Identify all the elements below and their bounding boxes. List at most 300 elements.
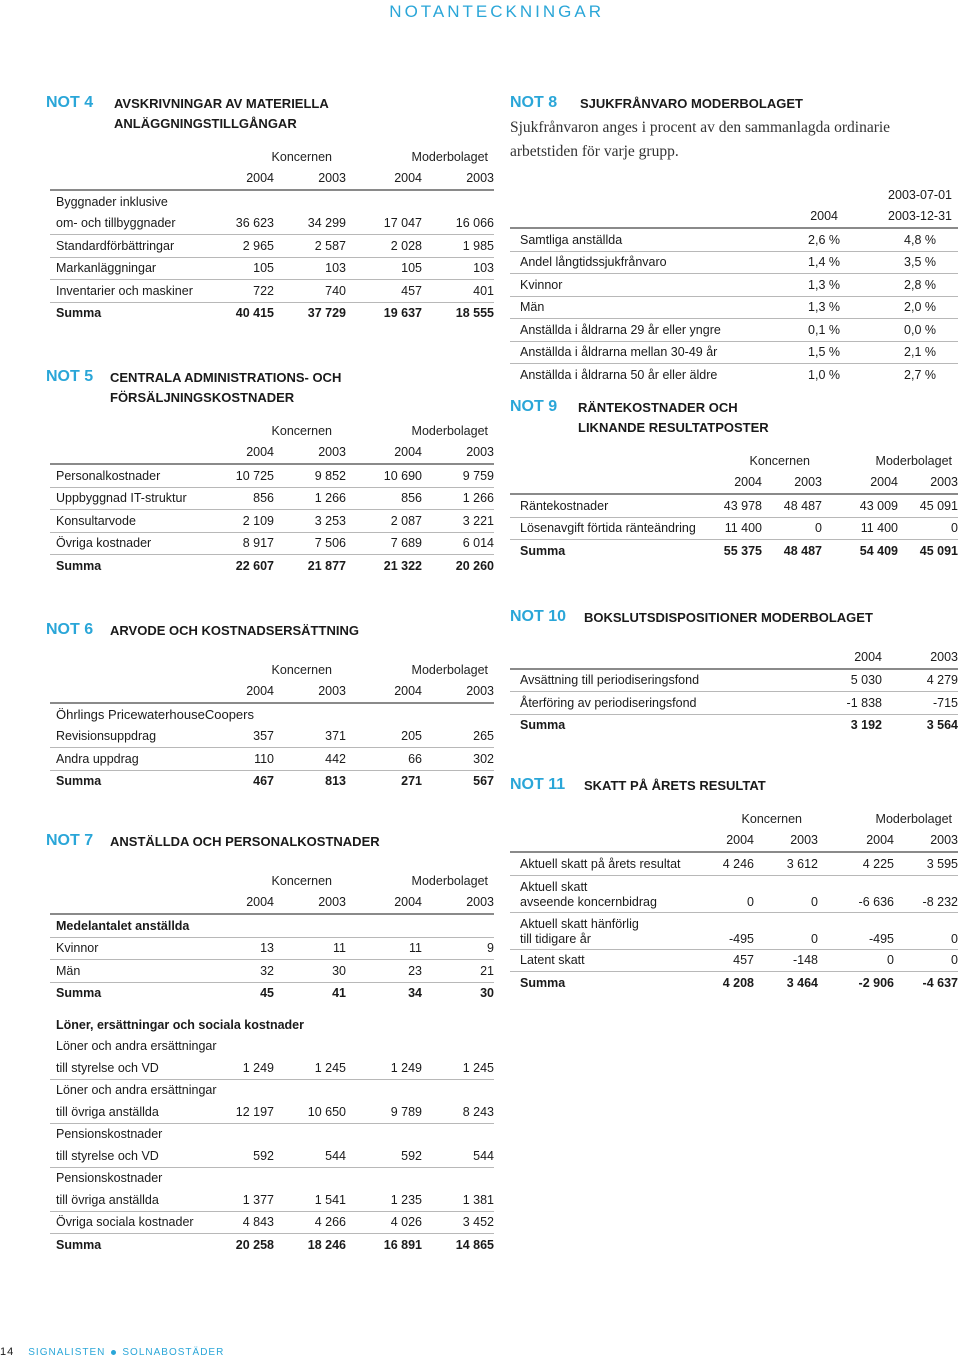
not9-number: NOT 9 <box>510 398 558 415</box>
row-label: Kvinnor <box>510 274 774 297</box>
not4-heading <box>46 94 494 134</box>
row-label-line2: till tidigare år <box>520 931 591 946</box>
cell-value: 103 <box>274 257 346 280</box>
not7-section <box>46 832 494 1256</box>
row-label: till övriga anställda <box>50 1101 210 1123</box>
row-label: Samtliga anställda <box>510 228 774 251</box>
year-header: 2004 <box>210 681 274 704</box>
sum-value: 467 <box>253 774 274 789</box>
sum-row <box>50 1234 494 1256</box>
not8-section <box>510 94 958 386</box>
sum-value: 37 729 <box>307 306 346 321</box>
not9-table <box>510 450 958 562</box>
not10-title: BOKSLUTSDISPOSITIONER MODERBOLAGET <box>584 610 873 625</box>
table-row <box>50 257 494 280</box>
not7-title: ANSTÄLLDA OCH PERSONALKOSTNADER <box>110 834 380 849</box>
row-label: Konsultarvode <box>50 510 210 533</box>
cell-value: 9 759 <box>422 464 494 487</box>
cell-value: 8 243 <box>422 1101 494 1123</box>
cell-value: -715 <box>882 692 958 715</box>
cell-value: 11 <box>346 937 422 960</box>
not7-number: NOT 7 <box>46 832 94 849</box>
cell-value: 371 <box>274 726 346 748</box>
not6-section <box>46 621 494 792</box>
sum-value: 813 <box>325 774 346 789</box>
footer-right-text: SOLNABOSTÄDER <box>122 1346 225 1358</box>
not5-group-moderbolaget: Moderbolaget <box>411 423 488 438</box>
cell-value: 103 <box>422 257 494 280</box>
row-label: Latent skatt <box>510 949 698 972</box>
cell-value: 2,1 % <box>840 341 958 364</box>
row-label: Andel långtidssjukfrånvaro <box>510 251 774 274</box>
not8-col1: 2004 <box>774 206 840 229</box>
cell-value: 265 <box>422 726 494 748</box>
not11-table <box>510 808 958 994</box>
cell-value: 2,7 % <box>904 367 936 382</box>
not6-group-moderbolaget: Moderbolaget <box>411 662 488 677</box>
sum-row <box>50 302 494 324</box>
year-header: 2004 <box>346 168 422 191</box>
table-row <box>510 517 958 540</box>
not6-title: ARVODE OCH KOSTNADSERSÄTTNING <box>110 623 359 638</box>
row-label: Anställda i åldrarna 50 år eller äldre <box>520 367 718 382</box>
year-header: 2004 <box>210 168 274 191</box>
sum-value: 21 322 <box>383 558 422 573</box>
not4-group-moderbolaget: Moderbolaget <box>411 149 488 164</box>
cell-value: 8 917 <box>210 532 274 555</box>
not8-col2-start: 2003-07-01 <box>888 187 952 202</box>
cell-value: 1 985 <box>422 235 494 258</box>
cell-value: 7 506 <box>274 532 346 555</box>
sum-value: 4 208 <box>722 975 754 990</box>
sum-value: 18 555 <box>455 306 494 321</box>
cell-value: 10 690 <box>346 464 422 487</box>
sum-label: Summa <box>56 774 102 789</box>
row-label: Markanläggningar <box>50 257 210 280</box>
table-row <box>510 692 958 715</box>
cell-value: 1 266 <box>274 487 346 510</box>
table-row <box>50 280 494 303</box>
cell-value: 4,8 % <box>840 228 958 251</box>
cell-value: -148 <box>754 949 818 972</box>
cell-value: 442 <box>274 748 346 771</box>
cell-value: 2 587 <box>274 235 346 258</box>
cell-value: 11 400 <box>706 517 762 540</box>
cell-value: 0 <box>762 517 822 540</box>
row-label-line2: avseende koncernbidrag <box>520 894 657 909</box>
sum-value: -2 906 <box>858 975 894 990</box>
cell-value: 0 <box>898 517 958 540</box>
not8-description: Sjukfrånvaron anges i procent av den sammanlagda ordinarie arbetstiden för varje grupp. <box>510 119 891 160</box>
table-row <box>50 1123 494 1145</box>
not11-title: SKATT PÅ ÅRETS RESULTAT <box>584 778 766 793</box>
row-label: Män <box>50 960 210 983</box>
cell-value: 544 <box>274 1145 346 1167</box>
cell-value: 45 091 <box>898 494 958 517</box>
sum-value: 22 607 <box>235 558 274 573</box>
sum-value: 40 415 <box>235 306 274 321</box>
cell-value: 9 852 <box>274 464 346 487</box>
cell-value: 856 <box>210 487 274 510</box>
cell-value: -6 636 <box>818 875 894 912</box>
sum-row <box>510 714 958 736</box>
page-header: NOTANTECKNINGAR <box>389 2 604 21</box>
cell-value: 105 <box>346 257 422 280</box>
not7-group-koncernen: Koncernen <box>271 873 332 888</box>
cell-value: 4 026 <box>346 1211 422 1234</box>
table-row <box>50 510 494 533</box>
not6-table <box>50 659 494 792</box>
sum-label: Summa <box>520 543 566 558</box>
row-label: Återföring av periodiseringsfond <box>510 692 810 715</box>
not7-heading <box>46 832 494 852</box>
row-label <box>510 912 698 949</box>
sum-row <box>50 555 494 577</box>
page-number: 14 <box>0 1346 15 1358</box>
table-row <box>510 852 958 875</box>
row-label: Inventarier och maskiner <box>50 280 210 303</box>
subhead: Löner, ersättningar och sociala kostnader <box>56 1017 304 1032</box>
cell-value: 3 595 <box>894 852 958 875</box>
cell-value: 592 <box>346 1145 422 1167</box>
cell-value: 592 <box>210 1145 274 1167</box>
page-footer <box>0 1346 224 1358</box>
sum-value: 54 409 <box>859 543 898 558</box>
not8-table <box>510 184 958 386</box>
not11-group-koncernen: Koncernen <box>741 811 802 826</box>
cell-value: 0 <box>698 875 754 912</box>
cell-value: 0,1 % <box>774 319 840 342</box>
cell-value: 1,3 % <box>774 274 840 297</box>
table-row <box>510 912 958 949</box>
cell-value: 302 <box>422 748 494 771</box>
sum-value: 20 260 <box>455 558 494 573</box>
cell-value: 1,3 % <box>774 296 840 319</box>
not11-number: NOT 11 <box>510 776 566 793</box>
row-label: Anställda i åldrarna 29 år eller yngre <box>510 319 774 342</box>
row-label: Räntekostnader <box>510 494 706 517</box>
row-label: Andra uppdrag <box>50 748 210 771</box>
table-row <box>510 364 958 386</box>
not9-title: RÄNTEKOSTNADER OCH LIKNANDE RESULTATPOSTER <box>578 400 769 435</box>
table-row <box>50 748 494 771</box>
row-label: Uppbyggnad IT-struktur <box>50 487 210 510</box>
cell-value: 1,0 % <box>808 367 840 382</box>
year-header: 2003 <box>274 168 346 191</box>
sum-value: 41 <box>332 986 346 1001</box>
year-header: 2003 <box>898 472 958 495</box>
table-row <box>510 875 958 912</box>
year-header: 2003 <box>754 830 818 853</box>
year-header: 2004 <box>822 472 898 495</box>
not5-number: NOT 5 <box>46 368 94 385</box>
table-row <box>510 251 958 274</box>
row-label: Anställda i åldrarna mellan 30-49 år <box>510 341 774 364</box>
sum-value: 45 <box>260 986 274 1001</box>
year-header: 2003 <box>422 168 494 191</box>
year-header: 2003 <box>422 892 494 915</box>
table-row <box>510 494 958 517</box>
row-label: om- och tillbyggnader <box>50 213 210 235</box>
year-header: 2004 <box>818 830 894 853</box>
subhead: Medelantalet anställda <box>50 914 494 937</box>
table-row <box>50 464 494 487</box>
cell-value: 11 <box>274 937 346 960</box>
year-header: 2004 <box>210 892 274 915</box>
sum-row <box>510 540 958 562</box>
cell-value: 17 047 <box>346 213 422 235</box>
cell-value: 34 299 <box>274 213 346 235</box>
cell-value: 2,8 % <box>840 274 958 297</box>
cell-value: 6 014 <box>422 532 494 555</box>
cell-value: 3,5 % <box>840 251 958 274</box>
cell-value: 1 245 <box>274 1057 346 1079</box>
cell-value: 32 <box>210 960 274 983</box>
cell-value: 1,5 % <box>774 341 840 364</box>
not4-section <box>46 94 494 324</box>
sum-value: 3 564 <box>926 718 958 733</box>
cell-value: 9 789 <box>346 1101 422 1123</box>
not10-heading <box>510 608 958 628</box>
cell-value: 4 225 <box>818 852 894 875</box>
sum-value: 45 091 <box>919 543 958 558</box>
cell-value: 66 <box>346 748 422 771</box>
cell-value: 105 <box>210 257 274 280</box>
cell-value: 110 <box>210 748 274 771</box>
not8-col2-end: 2003-12-31 <box>840 206 958 229</box>
cell-value: 1,4 % <box>774 251 840 274</box>
row-label-line1: Löner och andra ersättningar <box>56 1083 217 1098</box>
row-label: Män <box>510 296 774 319</box>
cell-value: 1 245 <box>422 1057 494 1079</box>
sum-label: Summa <box>520 975 566 990</box>
cell-value: -495 <box>818 912 894 949</box>
not4-group-koncernen: Koncernen <box>271 149 332 164</box>
not11-section <box>510 776 958 994</box>
cell-value: 11 400 <box>822 517 898 540</box>
cell-value: 357 <box>210 726 274 748</box>
cell-value: 10 650 <box>274 1101 346 1123</box>
year-header: 2004 <box>346 892 422 915</box>
cell-value: 205 <box>346 726 422 748</box>
cell-value: 1 381 <box>422 1189 494 1211</box>
not10-table <box>510 646 958 736</box>
year-header: 2004 <box>698 830 754 853</box>
cell-value: 1 249 <box>210 1057 274 1079</box>
cell-value: 856 <box>346 487 422 510</box>
not6-number: NOT 6 <box>46 621 94 638</box>
table-row <box>50 1167 494 1189</box>
table-row <box>50 960 494 983</box>
cell-value: 21 <box>422 960 494 983</box>
cell-value: 0 <box>754 875 818 912</box>
not10-section <box>510 608 958 736</box>
cell-value: 2 087 <box>346 510 422 533</box>
sum-value: 271 <box>401 774 422 789</box>
not8-title: SJUKFRÅNVARO MODERBOLAGET <box>580 96 803 111</box>
sum-row <box>510 972 958 994</box>
sum-label: Summa <box>520 718 566 733</box>
not5-section <box>46 368 494 577</box>
year-header: 2003 <box>274 681 346 704</box>
row-label: Övriga kostnader <box>50 532 210 555</box>
row-label: Standardförbättringar <box>50 235 210 258</box>
not5-title: CENTRALA ADMINISTRATIONS- OCH FÖRSÄLJNINGSKOSTNADER <box>110 370 342 405</box>
table-row <box>510 669 958 692</box>
not8-heading <box>510 94 958 114</box>
year-header: 2003 <box>274 892 346 915</box>
cell-value: 36 623 <box>210 213 274 235</box>
cell-value: 13 <box>210 937 274 960</box>
sum-value: -4 637 <box>922 975 958 990</box>
table-row <box>510 341 958 364</box>
table-row <box>50 1189 494 1211</box>
sum-label: Summa <box>56 1237 102 1252</box>
sum-value: 48 487 <box>783 543 822 558</box>
table-row <box>50 487 494 510</box>
row-label: till styrelse och VD <box>50 1145 210 1167</box>
cell-value: 16 066 <box>422 213 494 235</box>
table-row <box>50 1211 494 1234</box>
row-label-line1: Pensionskostnader <box>56 1171 163 1186</box>
year-header: 2003 <box>422 681 494 704</box>
table-row <box>50 1036 494 1058</box>
cell-value: 4 843 <box>210 1211 274 1234</box>
row-label: Personalkostnader <box>50 464 210 487</box>
cell-value: 0 <box>894 949 958 972</box>
not9-heading <box>510 398 958 438</box>
year-header: 2003 <box>274 442 346 465</box>
not6-heading <box>46 621 494 641</box>
sum-value: 19 637 <box>383 306 422 321</box>
year-header: 2004 <box>346 681 422 704</box>
cell-value: 5 030 <box>810 669 882 692</box>
not7-group-moderbolaget: Moderbolaget <box>411 873 488 888</box>
sum-value: 14 865 <box>455 1237 494 1252</box>
cell-value: 1 235 <box>346 1189 422 1211</box>
sum-value: 20 258 <box>235 1237 274 1252</box>
cell-value: 9 <box>422 937 494 960</box>
year-header: 2004 <box>346 442 422 465</box>
cell-value: 10 725 <box>210 464 274 487</box>
cell-value: 2,0 % <box>840 296 958 319</box>
sum-label: Summa <box>56 306 102 321</box>
subhead: Öhrlings PricewaterhouseCoopers <box>56 707 254 723</box>
cell-value: 1 266 <box>422 487 494 510</box>
cell-value: 2 028 <box>346 235 422 258</box>
cell-value: 0 <box>894 912 958 949</box>
cell-value: 3 452 <box>422 1211 494 1234</box>
not5-table <box>50 420 494 577</box>
row-label: Revisionsuppdrag <box>50 726 210 748</box>
cell-value: 740 <box>274 280 346 303</box>
cell-value: 457 <box>346 280 422 303</box>
row-label: Övriga sociala kostnader <box>50 1211 210 1234</box>
table-row <box>510 296 958 319</box>
row-label: Aktuell skatt på årets resultat <box>510 852 698 875</box>
row-label: Byggnader inklusive <box>56 194 168 209</box>
cell-value: 1 541 <box>274 1189 346 1211</box>
cell-value: 43 978 <box>706 494 762 517</box>
bullet-dot-icon <box>111 1350 116 1355</box>
cell-value: 4 266 <box>274 1211 346 1234</box>
row-label: till övriga anställda <box>50 1189 210 1211</box>
table-row <box>50 1014 494 1036</box>
sum-value: 34 <box>408 986 422 1001</box>
sum-label: Summa <box>56 558 102 573</box>
not4-number: NOT 4 <box>46 94 94 111</box>
sum-value: 55 375 <box>723 543 762 558</box>
cell-value: 0,0 % <box>840 319 958 342</box>
sum-label: Summa <box>56 986 102 1001</box>
year-header: 2003 <box>762 472 822 495</box>
cell-value: 457 <box>698 949 754 972</box>
row-label: Kvinnor <box>50 937 210 960</box>
cell-value: -1 838 <box>810 692 882 715</box>
cell-value: 722 <box>210 280 274 303</box>
sum-row <box>50 982 494 1004</box>
year-header: 2003 <box>894 830 958 853</box>
sum-value: 3 464 <box>786 975 818 990</box>
cell-value: 1 377 <box>210 1189 274 1211</box>
not9-group-koncernen: Koncernen <box>749 453 810 468</box>
cell-value: 3 221 <box>422 510 494 533</box>
not7-table <box>50 870 494 1256</box>
row-label-line1: Aktuell skatt <box>520 879 588 894</box>
table-row <box>50 190 494 213</box>
sum-value: 3 192 <box>850 718 882 733</box>
cell-value: -8 232 <box>894 875 958 912</box>
cell-value: 12 197 <box>210 1101 274 1123</box>
sum-value: 30 <box>480 986 494 1001</box>
not11-group-moderbolaget: Moderbolaget <box>875 811 952 826</box>
table-row <box>510 274 958 297</box>
cell-value: 0 <box>754 912 818 949</box>
cell-value: 3 612 <box>754 852 818 875</box>
cell-value: 4 246 <box>698 852 754 875</box>
cell-value: 2 965 <box>210 235 274 258</box>
cell-value: 4 279 <box>882 669 958 692</box>
row-label-line1: Löner och andra ersättningar <box>56 1039 217 1054</box>
year-header: 2004 <box>210 442 274 465</box>
table-row <box>50 1145 494 1167</box>
table-row <box>510 949 958 972</box>
sum-value: 567 <box>473 774 494 789</box>
footer-left-text: SIGNALISTEN <box>28 1346 106 1358</box>
not5-heading <box>46 368 494 408</box>
row-label-line1: Pensionskostnader <box>56 1127 163 1142</box>
sum-value: 21 877 <box>307 558 346 573</box>
not4-table <box>50 146 494 324</box>
not6-group-koncernen: Koncernen <box>271 662 332 677</box>
year-header: 2003 <box>882 646 958 669</box>
table-row <box>50 937 494 960</box>
table-row <box>510 319 958 342</box>
cell-value: 30 <box>274 960 346 983</box>
row-label <box>510 875 698 912</box>
cell-value: 48 487 <box>762 494 822 517</box>
row-label-line1: Aktuell skatt hänförlig <box>520 916 639 931</box>
table-row <box>50 914 494 937</box>
not11-heading <box>510 776 958 796</box>
sum-row <box>50 770 494 792</box>
cell-value: 1 249 <box>346 1057 422 1079</box>
cell-value: 43 009 <box>822 494 898 517</box>
not10-number: NOT 10 <box>510 608 567 625</box>
cell-value: 3 253 <box>274 510 346 533</box>
sum-value: 16 891 <box>383 1237 422 1252</box>
cell-value: 0 <box>818 949 894 972</box>
